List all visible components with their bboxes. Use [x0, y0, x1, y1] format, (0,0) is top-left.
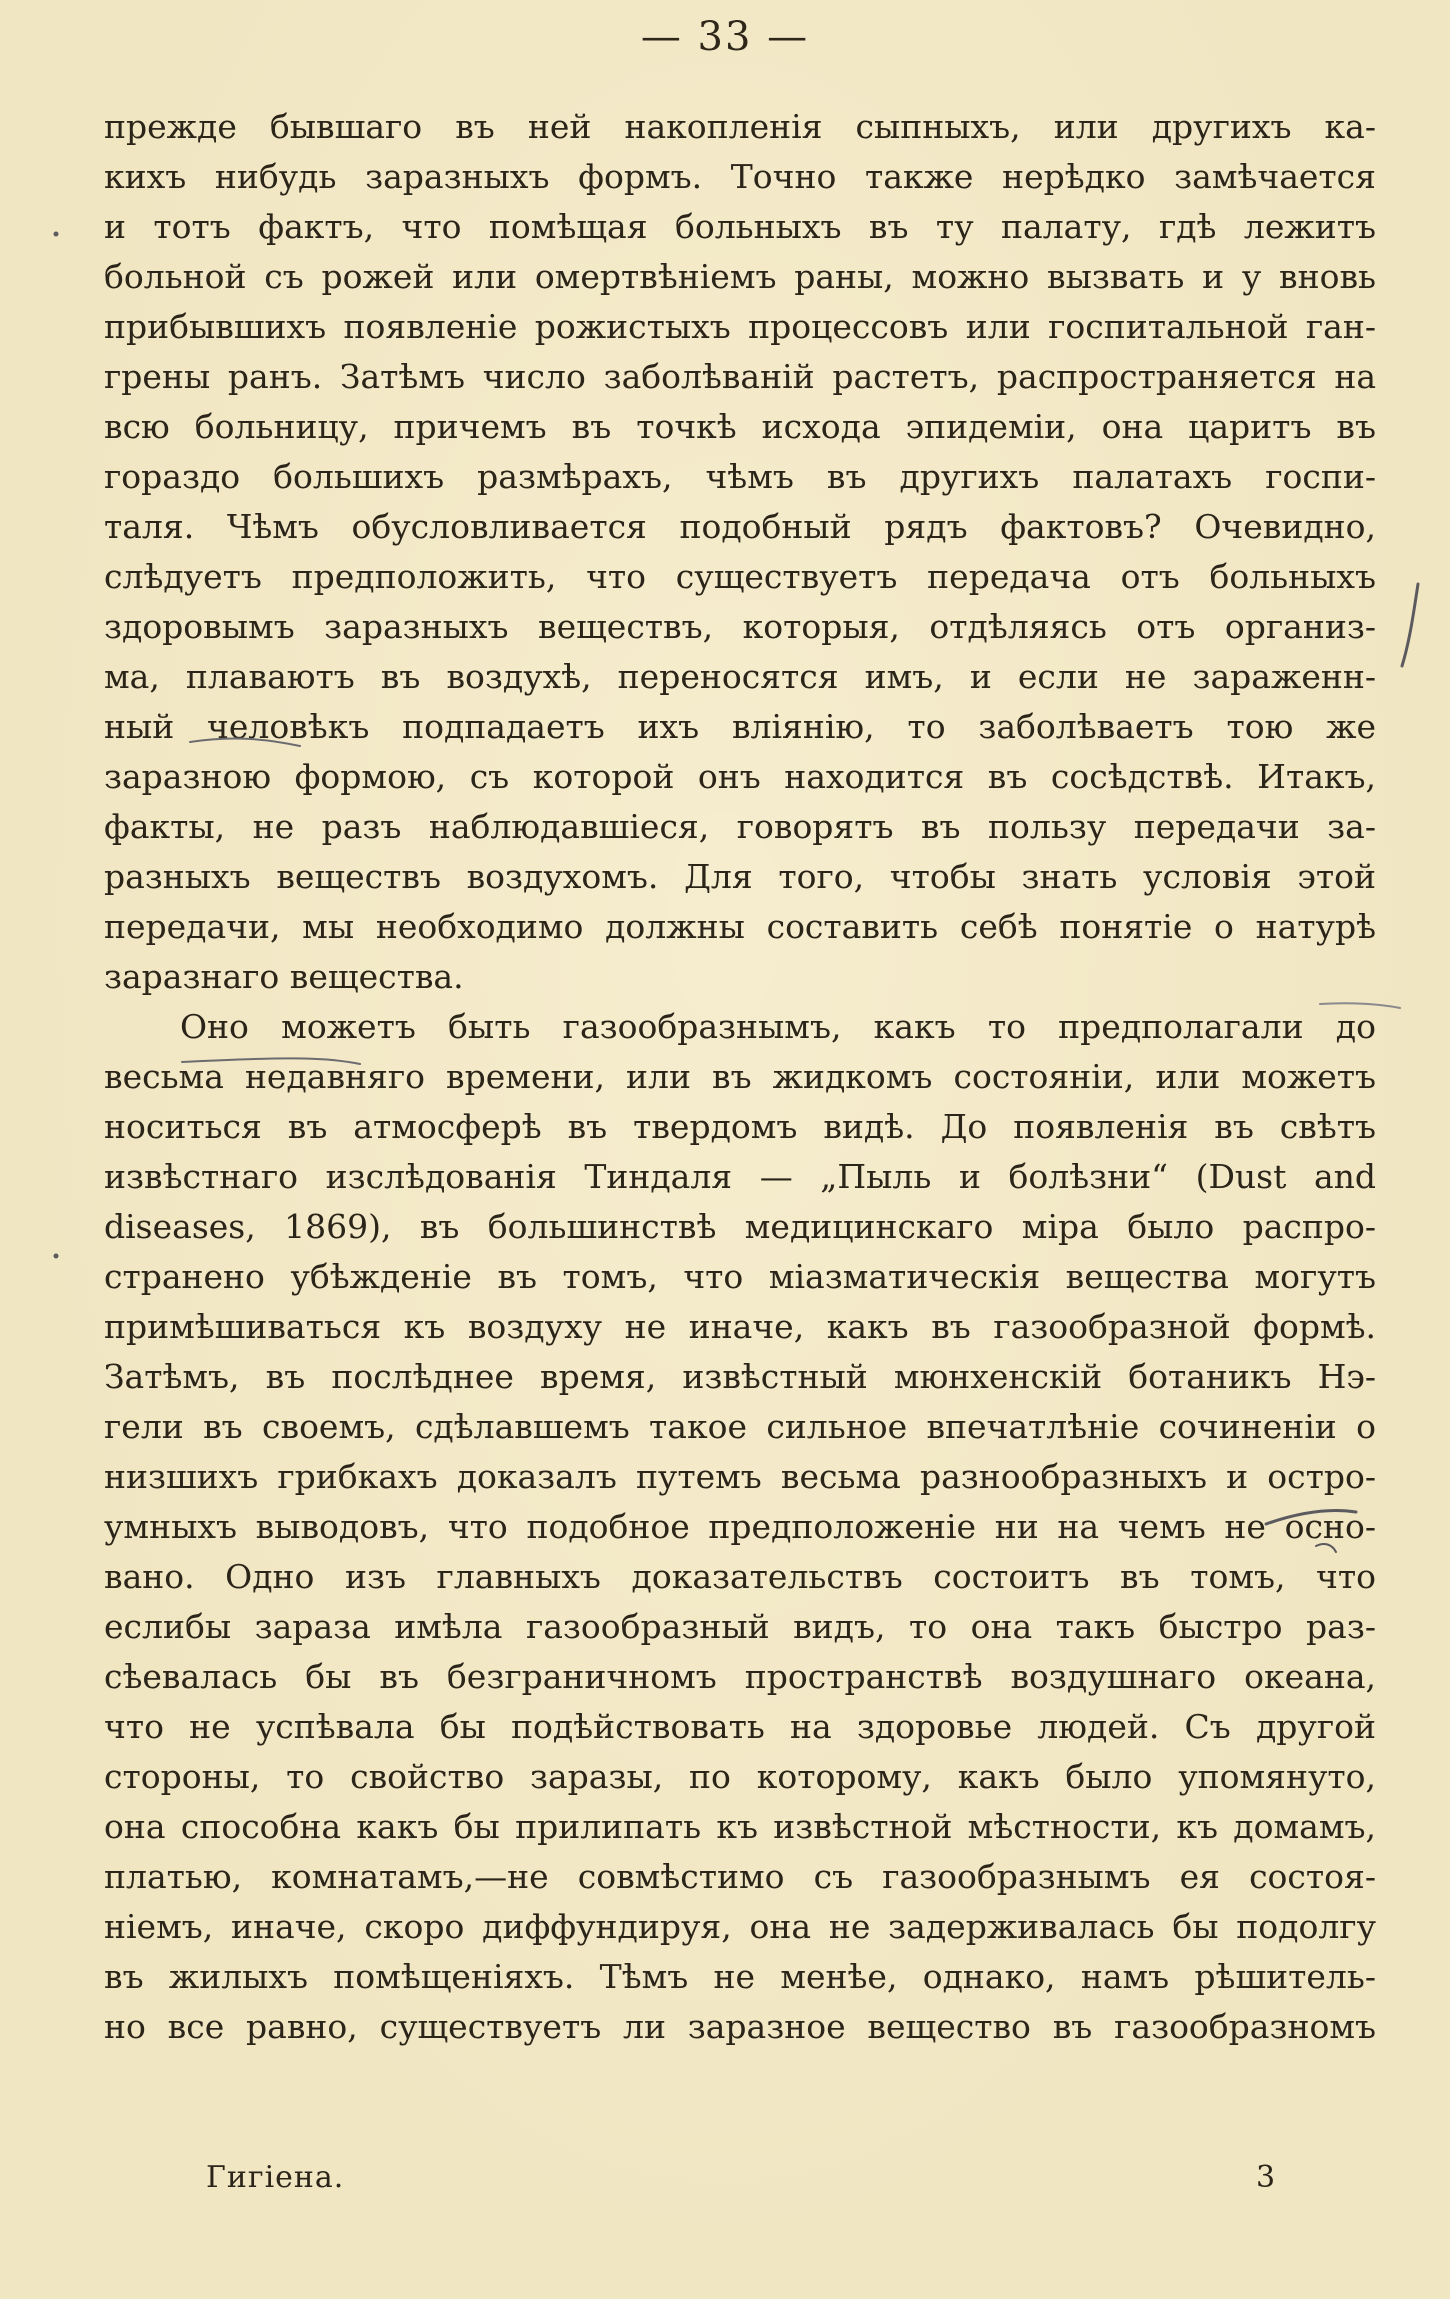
text-line: ный человѣкъ подпадаетъ ихъ вліянію, то заболѣваетъ тою же [104, 707, 1376, 746]
text-line: ма, плаваютъ въ воздухѣ, переносятся имъ, и если не зараженн- [104, 657, 1376, 696]
text-line: здоровымъ заразныхъ веществъ, которыя, отдѣляясь отъ организ- [104, 607, 1376, 646]
margin-bracket-mark [1402, 584, 1418, 666]
text-line: странено убѣжденіе въ томъ, что міазматическія вещества могутъ [104, 1257, 1376, 1296]
text-line: грены ранъ. Затѣмъ число заболѣваній растетъ, распространяется на [104, 357, 1376, 396]
text-line: заразнаго вещества. [104, 957, 464, 996]
text-line: больной съ рожей или омертвѣніемъ раны, можно вызвать и у вновь [104, 257, 1376, 296]
running-title: Гигіена. [206, 2160, 345, 2195]
text-line: носиться въ атмосферѣ въ твердомъ видѣ. До появленія въ свѣтъ [104, 1107, 1376, 1146]
text-line: прежде бывшаго въ ней накопленія сыпныхъ, или другихъ ка- [104, 107, 1376, 146]
text-line: гели въ своемъ, сдѣлавшемъ такое сильное впечатлѣніе сочиненіи о [104, 1407, 1376, 1446]
paragraph-2 [104, 1002, 1376, 2052]
text-line: факты, не разъ наблюдавшіеся, говорятъ въ пользу передачи за- [104, 807, 1376, 846]
text-line: гораздо большихъ размѣрахъ, чѣмъ въ другихъ палатахъ госпи- [104, 457, 1376, 496]
text-line: платью, комнатамъ,—не совмѣстимо съ газообразнымъ ея состоя- [104, 1857, 1376, 1896]
text-line: низшихъ грибкахъ доказалъ путемъ весьма разнообразныхъ и остро- [104, 1457, 1376, 1496]
text-line: вано. Одно изъ главныхъ доказательствъ состоитъ въ томъ, что [104, 1557, 1376, 1596]
text-line: слѣдуетъ предположить, что существуетъ передача отъ больныхъ [104, 557, 1376, 596]
text-line: заразною формою, съ которой онъ находится въ сосѣдствѣ. Итакъ, [104, 757, 1376, 796]
text-line: извѣстнаго изслѣдованія Тиндаля — „Пыль и болѣзни“ (Dust and [104, 1157, 1376, 1196]
text-line: сѣевалась бы въ безграничномъ пространствѣ воздушнаго океана, [104, 1657, 1376, 1696]
text-line: но все равно, существуетъ ли заразное вещество въ газообразномъ [104, 2007, 1376, 2046]
body-text [104, 102, 1376, 2052]
text-line: весьма недавняго времени, или въ жидкомъ состояніи, или можетъ [104, 1057, 1376, 1096]
text-line: всю больницу, причемъ въ точкѣ исхода эпидеміи, она царитъ въ [104, 407, 1376, 446]
text-line: передачи, мы необходимо должны составить себѣ понятіе о натурѣ [104, 907, 1376, 946]
text-line: стороны, то свойство заразы, по которому, какъ было упомянуто, [104, 1757, 1376, 1796]
signature-mark: 3 [1256, 2160, 1276, 2195]
text-line: Затѣмъ, въ послѣднее время, извѣстный мюнхенскій ботаникъ Нэ- [104, 1357, 1376, 1396]
page-number: — 33 — [640, 14, 810, 60]
text-line: и тотъ фактъ, что помѣщая больныхъ въ ту палату, гдѣ лежитъ [104, 207, 1376, 246]
text-line: diseases, 1869), въ большинствѣ медицинскаго міра было распро- [104, 1207, 1376, 1246]
page-footer [0, 2160, 1450, 2210]
text-line: Оно можетъ быть газообразнымъ, какъ то предполагали до [180, 1007, 1376, 1046]
text-line: умныхъ выводовъ, что подобное предположеніе ни на чемъ не осно- [104, 1507, 1376, 1546]
text-line: ніемъ, иначе, скоро диффундируя, она не задерживалась бы подолгу [104, 1907, 1376, 1946]
margin-dot-mark [54, 232, 59, 237]
text-line: разныхъ веществъ воздухомъ. Для того, чтобы знать условія этой [104, 857, 1376, 896]
text-line: таля. Чѣмъ обусловливается подобный рядъ фактовъ? Очевидно, [104, 507, 1376, 546]
paragraph-1 [104, 102, 1376, 1002]
text-line: въ жилыхъ помѣщеніяхъ. Тѣмъ не менѣе, однако, намъ рѣшитель- [104, 1957, 1376, 1996]
text-line: она способна какъ бы прилипать къ извѣстной мѣстности, къ домамъ, [104, 1807, 1376, 1846]
margin-dot-mark [54, 1254, 59, 1259]
text-line: прибывшихъ появленіе рожистыхъ процессовъ или госпитальной ган- [104, 307, 1376, 346]
text-line: примѣшиваться къ воздуху не иначе, какъ въ газообразной формѣ. [104, 1307, 1376, 1346]
text-line: что не успѣвала бы подѣйствовать на здоровье людей. Съ другой [104, 1707, 1376, 1746]
text-line: кихъ нибудь заразныхъ формъ. Точно также нерѣдко замѣчается [104, 157, 1376, 196]
text-line: еслибы зараза имѣла газообразный видъ, то она такъ быстро раз- [104, 1607, 1376, 1646]
